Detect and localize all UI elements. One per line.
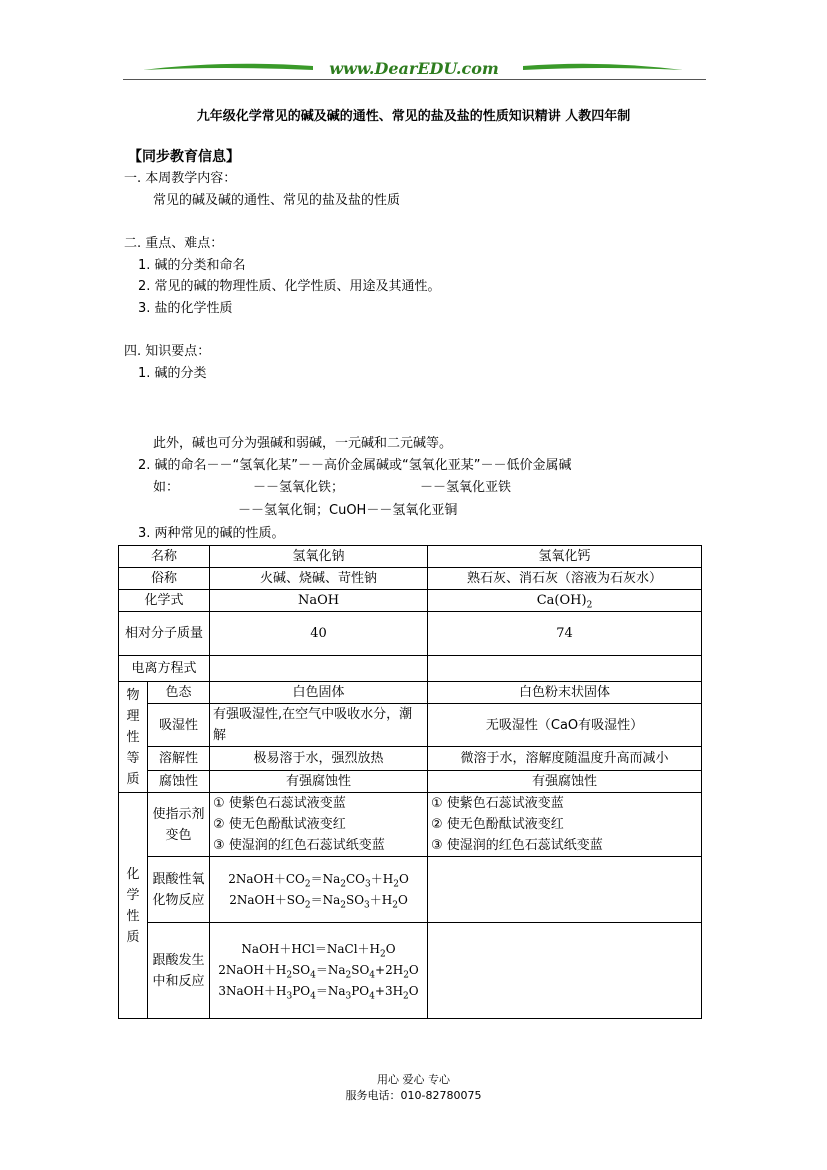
part1-content: 常见的碱及碱的通性、常见的盐及盐的性质 — [153, 193, 401, 208]
logo-text: www.DearEDU.com — [329, 59, 499, 78]
row-label-mass: 相对分子质量 — [119, 612, 210, 656]
caoh-mass: 74 — [428, 612, 702, 656]
example-iron-ii: －－氢氧化亚铁 — [420, 480, 512, 495]
row-label-corrosive: 腐蚀性 — [148, 771, 210, 793]
table-row — [119, 923, 702, 1019]
part4-item-3: 3. 两种常见的碱的性质。 — [138, 526, 285, 541]
row-label-acid-oxide: 跟酸性氧化物反应 — [148, 857, 210, 923]
caoh-ionization — [428, 656, 702, 682]
part1-heading: 一. 本周教学内容： — [124, 171, 237, 186]
table-row — [119, 857, 702, 923]
table-row — [119, 682, 702, 704]
row-label-formula: 化学式 — [119, 590, 210, 612]
part4-item-2: 2. 碱的命名－－“氢氧化某”－－高价金属碱或“氢氧化亚某”－－低价金属碱 — [138, 458, 572, 473]
table-row — [119, 568, 702, 590]
row-label-common: 俗称 — [119, 568, 210, 590]
caoh-common-name: 熟石灰、消石灰（溶液为石灰水） — [428, 568, 702, 590]
naoh-acid-oxide-equations: $2NaOH+CO_2=Na_2CO_3+H_2O$ $2NaOH+SO_2=Na_2SO_3+H_2O$ — [210, 857, 428, 923]
naoh-color: 白色固体 — [210, 682, 428, 704]
caoh-corrosive: 有强腐蚀性 — [428, 771, 702, 793]
example-iron-iii: －－氢氧化铁； — [253, 480, 345, 495]
physical-group-label: 物 理 性 等 质 — [119, 682, 148, 793]
naoh-mass: 40 — [210, 612, 428, 656]
part4-heading: 四. 知识要点： — [124, 344, 211, 359]
example-copper: －－氢氧化铜；CuOH－－氢氧化亚铜 — [238, 503, 458, 518]
table-row — [119, 747, 702, 771]
part2-item-2: 2. 常见的碱的物理性质、化学性质、用途及其通性。 — [138, 279, 441, 294]
naoh-common-name: 火碱、烧碱、苛性钠 — [210, 568, 428, 590]
caoh-indicator: ① 使紫色石蕊试液变蓝 ② 使无色酚酞试液变红 ③ 使湿润的红色石蕊试纸变蓝 — [428, 793, 702, 857]
base-properties-table — [118, 545, 702, 1019]
header-logo-banner — [123, 58, 706, 80]
part4-item-1: 1. 碱的分类 — [138, 366, 207, 381]
footer-phone: 服务电话：010-82780075 — [345, 1089, 482, 1102]
caoh-hygroscopic: 无吸湿性（CaO有吸湿性） — [428, 704, 702, 747]
table-header-caoh: 氢氧化钙 — [428, 546, 702, 568]
part2-heading: 二. 重点、难点： — [124, 236, 224, 251]
header-divider — [123, 79, 706, 80]
example-label: 如： — [153, 480, 180, 495]
table-header-naoh: 氢氧化钠 — [210, 546, 428, 568]
table-row — [119, 704, 702, 747]
caoh-neutralization-equations — [428, 923, 702, 1019]
naoh-hygroscopic: 有强吸湿性,在空气中吸收水分，潮解 — [210, 704, 428, 747]
row-label-neutralization: 跟酸发生中和反应 — [148, 923, 210, 1019]
caoh-acid-oxide-equations — [428, 857, 702, 923]
chemical-group-label: 化 学 性 质 — [119, 793, 148, 1019]
naoh-corrosive: 有强腐蚀性 — [210, 771, 428, 793]
caoh-solubility: 微溶于水，溶解度随温度升高而减小 — [428, 747, 702, 771]
caoh-color: 白色粉末状固体 — [428, 682, 702, 704]
part4-note: 此外，碱也可分为强碱和弱碱，一元碱和二元碱等。 — [153, 436, 453, 451]
table-row — [119, 656, 702, 682]
naoh-indicator: ① 使紫色石蕊试液变蓝 ② 使无色酚酞试液变红 ③ 使湿润的红色石蕊试纸变蓝 — [210, 793, 428, 857]
table-row — [119, 546, 702, 568]
part2-item-3: 3. 盐的化学性质 — [138, 301, 233, 316]
caoh-formula: $Ca(OH)_2$ — [428, 590, 702, 612]
naoh-solubility: 极易溶于水，强烈放热 — [210, 747, 428, 771]
table-row — [119, 612, 702, 656]
naoh-ionization — [210, 656, 428, 682]
table-row — [119, 590, 702, 612]
row-label-color: 色态 — [148, 682, 210, 704]
row-label-indicator: 使指示剂变色 — [148, 793, 210, 857]
table-header-name: 名称 — [119, 546, 210, 568]
row-label-solubility: 溶解性 — [148, 747, 210, 771]
naoh-formula: NaOH — [210, 590, 428, 612]
table-row — [119, 771, 702, 793]
naoh-neutralization-equations: $NaOH+HCl=NaCl+H_2O$ $2NaOH+H_2SO_4=Na_2SO_4+2H_2O$ $3NaOH+H_3PO_4=Na_3PO_4+3H_2O$ — [210, 923, 428, 1019]
row-label-hygroscopic: 吸湿性 — [148, 704, 210, 747]
section-title: 【同步教育信息】 — [128, 149, 240, 165]
row-label-ionization: 电离方程式 — [119, 656, 210, 682]
part2-item-1: 1. 碱的分类和命名 — [138, 258, 246, 273]
table-row — [119, 793, 702, 857]
footer-slogan: 用心 爱心 专心 — [377, 1073, 450, 1086]
page-title: 九年级化学常见的碱及碱的通性、常见的盐及盐的性质知识精讲 人教四年制 — [196, 109, 631, 124]
